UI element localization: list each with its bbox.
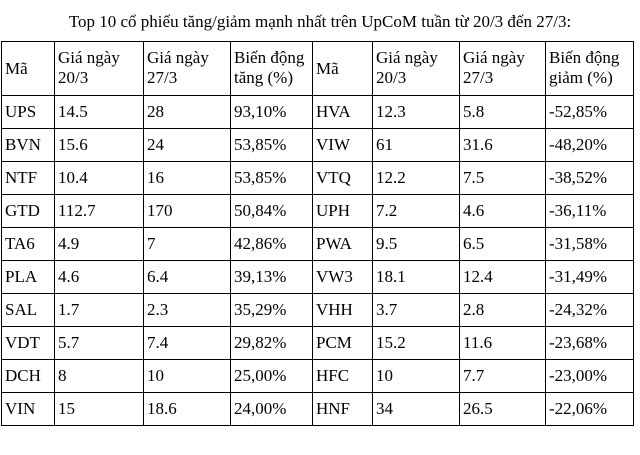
cell-code-down: VTQ: [313, 162, 373, 195]
cell-change-up: 50,84%: [231, 195, 313, 228]
col-header-price-0327-up: Giá ngày 27/3: [144, 42, 231, 96]
cell-change-down: -38,52%: [546, 162, 634, 195]
table-row: [2, 195, 634, 228]
cell-price-0320-up: 4.9: [55, 228, 144, 261]
cell-change-up: 42,86%: [231, 228, 313, 261]
table-header-row: [2, 42, 634, 96]
cell-code-up: VIN: [2, 393, 55, 426]
col-header-change-up: Biến động tăng (%): [231, 42, 313, 96]
cell-price-0327-down: 26.5: [460, 393, 546, 426]
cell-price-0327-down: 4.6: [460, 195, 546, 228]
cell-price-0320-up: 15.6: [55, 129, 144, 162]
col-header-change-down: Biến động giảm (%): [546, 42, 634, 96]
cell-price-0320-down: 18.1: [373, 261, 460, 294]
table-row: [2, 96, 634, 129]
cell-code-down: VW3: [313, 261, 373, 294]
cell-code-up: DCH: [2, 360, 55, 393]
cell-price-0327-down: 31.6: [460, 129, 546, 162]
table-row: [2, 228, 634, 261]
cell-price-0320-down: 12.2: [373, 162, 460, 195]
cell-change-down: -23,00%: [546, 360, 634, 393]
cell-price-0327-up: 24: [144, 129, 231, 162]
cell-price-0320-up: 4.6: [55, 261, 144, 294]
cell-code-down: PWA: [313, 228, 373, 261]
cell-price-0320-down: 34: [373, 393, 460, 426]
cell-change-up: 93,10%: [231, 96, 313, 129]
cell-price-0327-up: 18.6: [144, 393, 231, 426]
cell-code-up: NTF: [2, 162, 55, 195]
cell-code-up: TA6: [2, 228, 55, 261]
cell-change-up: 24,00%: [231, 393, 313, 426]
cell-price-0327-down: 7.7: [460, 360, 546, 393]
table-row: [2, 393, 634, 426]
cell-price-0327-up: 16: [144, 162, 231, 195]
cell-change-down: -23,68%: [546, 327, 634, 360]
cell-price-0320-up: 5.7: [55, 327, 144, 360]
cell-price-0327-down: 6.5: [460, 228, 546, 261]
cell-price-0320-up: 8: [55, 360, 144, 393]
cell-change-down: -52,85%: [546, 96, 634, 129]
cell-change-down: -31,49%: [546, 261, 634, 294]
cell-price-0327-down: 7.5: [460, 162, 546, 195]
cell-price-0327-up: 28: [144, 96, 231, 129]
cell-code-down: HFC: [313, 360, 373, 393]
table-row: [2, 327, 634, 360]
col-header-price-0320-down: Giá ngày 20/3: [373, 42, 460, 96]
cell-price-0320-down: 3.7: [373, 294, 460, 327]
cell-change-up: 39,13%: [231, 261, 313, 294]
col-header-code-down: Mã: [313, 42, 373, 96]
table-row: [2, 360, 634, 393]
cell-price-0320-down: 61: [373, 129, 460, 162]
cell-price-0327-down: 5.8: [460, 96, 546, 129]
stock-movers-table: [1, 41, 634, 426]
cell-change-up: 53,85%: [231, 162, 313, 195]
cell-code-down: HVA: [313, 96, 373, 129]
cell-change-up: 25,00%: [231, 360, 313, 393]
cell-price-0327-up: 6.4: [144, 261, 231, 294]
cell-price-0327-up: 10: [144, 360, 231, 393]
cell-change-up: 35,29%: [231, 294, 313, 327]
cell-price-0320-up: 14.5: [55, 96, 144, 129]
cell-price-0327-down: 12.4: [460, 261, 546, 294]
cell-change-up: 29,82%: [231, 327, 313, 360]
cell-price-0320-down: 15.2: [373, 327, 460, 360]
cell-change-down: -22,06%: [546, 393, 634, 426]
cell-code-up: UPS: [2, 96, 55, 129]
cell-price-0320-down: 9.5: [373, 228, 460, 261]
cell-price-0320-up: 112.7: [55, 195, 144, 228]
cell-change-up: 53,85%: [231, 129, 313, 162]
cell-price-0320-down: 7.2: [373, 195, 460, 228]
cell-code-down: UPH: [313, 195, 373, 228]
cell-code-up: VDT: [2, 327, 55, 360]
cell-change-down: -24,32%: [546, 294, 634, 327]
cell-code-up: PLA: [2, 261, 55, 294]
cell-price-0320-up: 1.7: [55, 294, 144, 327]
cell-price-0320-up: 10.4: [55, 162, 144, 195]
cell-price-0327-up: 170: [144, 195, 231, 228]
cell-price-0327-up: 7.4: [144, 327, 231, 360]
cell-price-0327-up: 2.3: [144, 294, 231, 327]
table-row: [2, 261, 634, 294]
cell-change-down: -48,20%: [546, 129, 634, 162]
table-row: [2, 294, 634, 327]
col-header-code-up: Mã: [2, 42, 55, 96]
cell-price-0320-up: 15: [55, 393, 144, 426]
cell-code-up: BVN: [2, 129, 55, 162]
cell-price-0327-down: 11.6: [460, 327, 546, 360]
cell-code-down: HNF: [313, 393, 373, 426]
table-title: Top 10 cổ phiếu tăng/giảm mạnh nhất trên UpCoM tuần từ 20/3 đến 27/3:: [68, 12, 572, 31]
cell-code-down: VHH: [313, 294, 373, 327]
cell-code-down: VIW: [313, 129, 373, 162]
cell-code-down: PCM: [313, 327, 373, 360]
cell-change-down: -31,58%: [546, 228, 634, 261]
table-row: [2, 129, 634, 162]
table-row: [2, 162, 634, 195]
cell-price-0320-down: 12.3: [373, 96, 460, 129]
cell-code-up: SAL: [2, 294, 55, 327]
cell-change-down: -36,11%: [546, 195, 634, 228]
col-header-price-0320-up: Giá ngày 20/3: [55, 42, 144, 96]
cell-price-0327-up: 7: [144, 228, 231, 261]
cell-price-0327-down: 2.8: [460, 294, 546, 327]
cell-code-up: GTD: [2, 195, 55, 228]
col-header-price-0327-down: Giá ngày 27/3: [460, 42, 546, 96]
cell-price-0320-down: 10: [373, 360, 460, 393]
